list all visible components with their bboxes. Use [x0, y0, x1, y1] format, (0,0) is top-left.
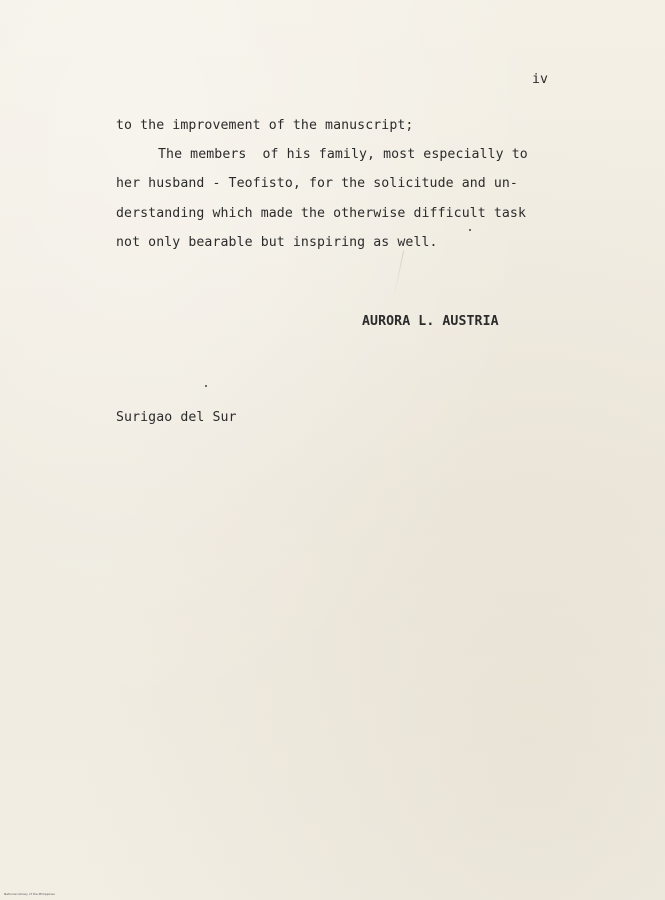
paper-crease — [393, 250, 404, 299]
ink-speck — [469, 229, 471, 231]
body-line-2: The members of his family, most especially to — [158, 147, 528, 162]
body-line-4: derstanding which made the otherwise difficult task — [116, 206, 527, 221]
footer-watermark: National Library of the Philippines — [4, 892, 55, 896]
author-signature: AURORA L. AUSTRIA — [362, 314, 499, 329]
body-line-3: her husband - Teofisto, for the solicitude and un- — [116, 176, 518, 191]
place-name: Surigao del Sur — [116, 410, 237, 425]
ink-speck — [205, 385, 207, 387]
body-line-5: not only bearable but inspiring as well. — [116, 235, 438, 250]
page-number: iv — [532, 72, 549, 87]
body-line-1: to the improvement of the manuscript; — [116, 118, 414, 133]
